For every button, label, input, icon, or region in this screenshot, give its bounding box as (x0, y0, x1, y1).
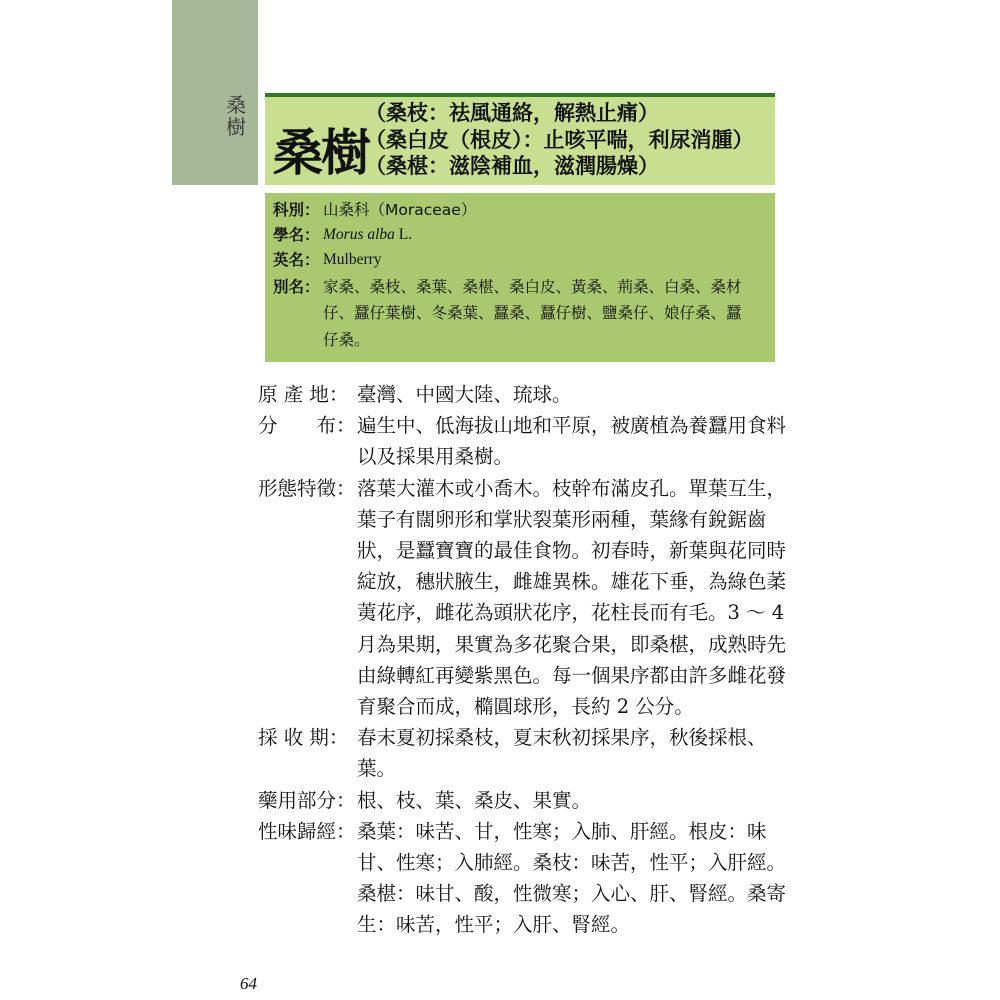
section-text-line: 狀，是蠶寶寶的最佳食物。初春時，新葉與花同時 (357, 539, 787, 562)
section-text-line: 桑葉：味苦、甘，性寒；入肺、肝經。根皮：味 (357, 819, 767, 843)
section-text-line: 臺灣、中國大陸、琉球。 (357, 383, 572, 406)
section-text-line: 由綠轉紅再變紫黑色。每一個果序都由許多雌花發 (357, 663, 787, 687)
section-text-line: 葉。 (357, 757, 397, 781)
alias-line: 仔、蠶仔葉樹、冬桑葉、蠶桑、蠶仔樹、鹽桑仔、娘仔桑、蠶 (323, 304, 742, 322)
section-text-line: 根、枝、葉、桑皮、果實。 (357, 788, 592, 812)
english-name-row (273, 250, 382, 270)
section-label: 性味歸經： (258, 819, 356, 843)
info-box (265, 193, 775, 362)
section-text-line: 月為果期，果實為多花聚合果，即桑椹，成熟時先 (357, 632, 787, 656)
section-label: 採 收 期： (258, 726, 349, 750)
section-text-line: 甘、性寒；入肺經。桑枝：味苦，性平；入肝經。 (357, 851, 787, 874)
side-tab-label: 桑樹 (226, 93, 246, 139)
sci-label: 學名： (273, 226, 320, 244)
alias-line: 家桑、桑枝、桑葉、桑椹、桑白皮、黃桑、荊桑、白桑、桑材 (323, 278, 742, 296)
sci-name: Morus alba (323, 226, 395, 243)
section-label: 形態特徵： (258, 476, 356, 500)
section-text-line: 遍生中、低海拔山地和平原，被廣植為養蠶用食料 (357, 414, 787, 438)
section-label: 分 布： (258, 414, 356, 438)
entry-title: 桑樹 (273, 124, 369, 182)
section-text-line: 荑花序，雌花為頭狀花序，花柱長而有毛。3 ～ 4 (357, 601, 785, 625)
subtitle-line: （桑枝：祛風通絡，解熱止痛） (365, 101, 659, 125)
section-text-line: 春末夏初採桑枝，夏末秋初採果序，秋後採根、 (357, 726, 767, 750)
alias-row (273, 277, 742, 297)
subtitle-line: （桑椹：滋陰補血，滋潤腸燥） (365, 154, 659, 178)
section-text-line: 育聚合而成，橢圓球形，長約 2 公分。 (357, 695, 694, 718)
section-text-line: 以及採果用桑樹。 (357, 445, 514, 469)
family-value: 山桑科（Moraceae） (323, 201, 477, 219)
section-text-line: 葉子有闊卵形和掌狀裂葉形兩種，葉緣有銳鋸齒 (357, 507, 767, 531)
scientific-name-row (273, 225, 413, 245)
entry-header (265, 93, 775, 185)
en-label: 英名： (273, 251, 320, 269)
sci-author: L. (394, 226, 413, 243)
subtitle-line: （桑白皮（根皮）：止咳平喘，利尿消腫） (365, 127, 754, 152)
alias-label: 別名： (273, 278, 320, 296)
section-text-line: 生：味苦，性平；入肝、腎經。 (357, 913, 631, 937)
family-label: 科別： (273, 201, 320, 219)
page-number: 64 (240, 974, 257, 993)
alias-line: 仔桑。 (323, 331, 370, 349)
section-label: 原 產 地： (258, 383, 349, 406)
section-text-line: 桑椹：味甘、酸，性微寒；入心、肝、腎經。桑寄 (357, 882, 787, 906)
section-text-line: 綻放，穗狀腋生，雌雄異株。雄花下垂，為綠色葇 (357, 570, 787, 594)
family-row (273, 200, 477, 220)
entry-subtitles (365, 100, 754, 180)
en-value: Mulberry (323, 251, 382, 268)
section-text-line: 落葉大灌木或小喬木。枝幹布滿皮孔。單葉互生， (357, 476, 787, 500)
section-label: 藥用部分： (258, 788, 356, 812)
